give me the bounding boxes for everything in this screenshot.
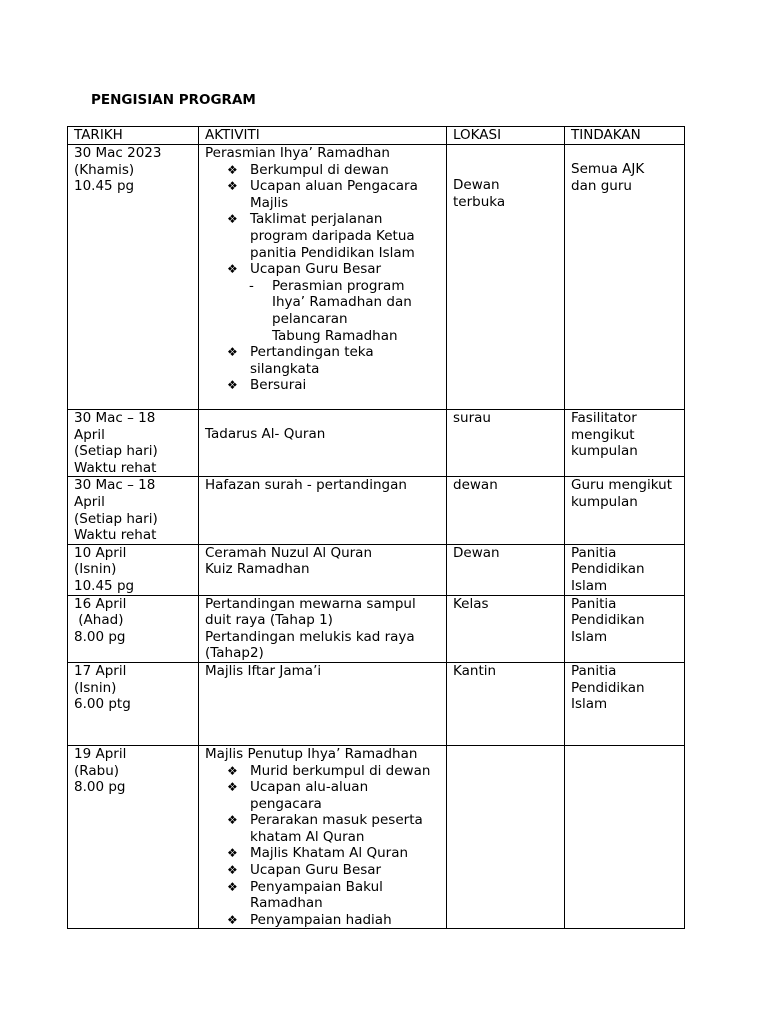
tindakan-line: Islam bbox=[571, 696, 608, 713]
tindakan-line: Panitia bbox=[571, 595, 617, 612]
list-item: ❖ Taklimat perjalanan program daripada Ketua panitia Pendidikan Islam bbox=[227, 211, 415, 261]
list-item: ❖ Murid berkumpul di dewan bbox=[227, 762, 431, 779]
diamond-bullet-icon: ❖ bbox=[227, 212, 238, 227]
cell-tindakan bbox=[565, 745, 685, 929]
header-tarikh: TARIKH bbox=[68, 127, 199, 145]
bullet-list bbox=[205, 344, 440, 394]
table-row bbox=[68, 145, 685, 410]
diamond-bullet-icon: ❖ bbox=[227, 179, 238, 194]
tarikh-line: (Rabu) bbox=[74, 762, 120, 779]
tindakan-line: kumpulan bbox=[571, 493, 638, 510]
aktiviti-line: Pertandingan melukis kad raya bbox=[205, 628, 415, 645]
cell-lokasi bbox=[447, 145, 565, 410]
aktiviti-title: Majlis Penutup Ihya’ Ramadhan bbox=[205, 745, 418, 762]
aktiviti-line: Hafazan surah - pertandingan bbox=[205, 477, 407, 494]
tindakan-line: Semua AJK bbox=[571, 161, 645, 177]
tarikh-line: (Ahad) bbox=[74, 612, 124, 629]
tarikh-line: (Isnin) bbox=[74, 679, 117, 696]
tindakan-line: Fasilitator bbox=[571, 410, 637, 426]
tindakan-line: Guru mengikut bbox=[571, 477, 672, 494]
cell-aktiviti bbox=[199, 544, 447, 595]
diamond-bullet-icon: ❖ bbox=[227, 846, 238, 861]
cell-aktiviti bbox=[199, 410, 447, 477]
tindakan-line: kumpulan bbox=[571, 443, 638, 460]
tarikh-line: Waktu rehat bbox=[74, 527, 157, 544]
cell-aktiviti bbox=[199, 662, 447, 745]
header-lokasi: LOKASI bbox=[447, 127, 565, 145]
list-item: ❖ Bersurai bbox=[227, 377, 307, 394]
tarikh-line: 16 April bbox=[74, 595, 127, 612]
dash-icon: - bbox=[249, 277, 254, 294]
list-item: ❖ Pertandingan teka silangkata bbox=[227, 344, 374, 377]
tindakan-line: Islam bbox=[571, 628, 608, 645]
list-item: ❖ Berkumpul di dewan bbox=[227, 161, 389, 178]
sub-list bbox=[205, 278, 440, 344]
diamond-bullet-icon: ❖ bbox=[227, 863, 238, 878]
lokasi-line: Dewan bbox=[453, 544, 500, 561]
diamond-bullet-icon: ❖ bbox=[227, 912, 238, 927]
cell-tarikh bbox=[68, 595, 199, 662]
cell-tindakan bbox=[565, 410, 685, 477]
tindakan-line: Pendidikan bbox=[571, 561, 645, 578]
diamond-bullet-icon: ❖ bbox=[227, 763, 238, 778]
table-row bbox=[68, 410, 685, 477]
list-item: ❖ Perarakan masuk peserta khatam Al Quran bbox=[227, 812, 423, 845]
diamond-bullet-icon: ❖ bbox=[227, 879, 238, 894]
lokasi-line: Kantin bbox=[453, 662, 497, 679]
cell-aktiviti bbox=[199, 745, 447, 929]
tarikh-line: 10 April bbox=[74, 544, 127, 561]
list-item: ❖ Ucapan Guru Besar bbox=[227, 261, 382, 278]
tarikh-line: 8.00 pg bbox=[74, 779, 126, 796]
list-item: ❖ Majlis Khatam Al Quran bbox=[227, 845, 409, 862]
lokasi-line: Dewan bbox=[453, 177, 500, 193]
lokasi-line: surau bbox=[453, 410, 491, 426]
diamond-bullet-icon: ❖ bbox=[227, 780, 238, 795]
tindakan-line: Pendidikan bbox=[571, 679, 645, 696]
cell-tarikh bbox=[68, 410, 199, 477]
cell-lokasi bbox=[447, 544, 565, 595]
tarikh-line: (Khamis) bbox=[74, 161, 135, 178]
tarikh-line: 30 Mac 2023 bbox=[74, 145, 162, 161]
tarikh-line: 17 April bbox=[74, 662, 127, 679]
cell-tarikh bbox=[68, 477, 199, 544]
cell-lokasi bbox=[447, 745, 565, 929]
cell-aktiviti bbox=[199, 145, 447, 410]
tarikh-line: (Isnin) bbox=[74, 561, 117, 578]
diamond-bullet-icon: ❖ bbox=[227, 378, 238, 393]
aktiviti-line: Kuiz Ramadhan bbox=[205, 561, 310, 578]
tarikh-line: 10.45 pg bbox=[74, 577, 135, 594]
tindakan-line: dan guru bbox=[571, 177, 632, 194]
cell-tarikh bbox=[68, 662, 199, 745]
page-title: PENGISIAN PROGRAM bbox=[91, 92, 256, 108]
cell-tindakan bbox=[565, 544, 685, 595]
list-item: ❖ Ucapan Guru Besar bbox=[227, 862, 382, 879]
cell-lokasi bbox=[447, 595, 565, 662]
tindakan-line: mengikut bbox=[571, 426, 635, 443]
tarikh-line: 6.00 ptg bbox=[74, 696, 131, 713]
tarikh-line: 8.00 pg bbox=[74, 628, 126, 645]
table-row bbox=[68, 745, 685, 929]
cell-tarikh bbox=[68, 544, 199, 595]
list-item: ❖ Ucapan aluan Pengacara Majlis bbox=[227, 178, 418, 211]
cell-tindakan bbox=[565, 662, 685, 745]
diamond-bullet-icon: ❖ bbox=[227, 813, 238, 828]
table-row bbox=[68, 477, 685, 544]
tindakan-line: Panitia bbox=[571, 544, 617, 561]
list-item: ❖ Penyampaian Bakul Ramadhan bbox=[227, 878, 383, 912]
bullet-list bbox=[205, 162, 440, 278]
tindakan-line: Pendidikan bbox=[571, 612, 645, 629]
cell-tindakan bbox=[565, 145, 685, 410]
table-row bbox=[68, 662, 685, 745]
aktiviti-line: duit raya (Tahap 1) bbox=[205, 612, 333, 629]
lokasi-line: dewan bbox=[453, 477, 498, 494]
aktiviti-line: Ceramah Nuzul Al Quran bbox=[205, 544, 373, 561]
tarikh-line: April bbox=[74, 493, 105, 510]
cell-tindakan bbox=[565, 477, 685, 544]
aktiviti-line: Majlis Iftar Jama’i bbox=[205, 662, 322, 679]
table-header-row bbox=[68, 127, 685, 145]
tarikh-line: 30 Mac – 18 bbox=[74, 410, 156, 426]
header-aktiviti: AKTIVITI bbox=[199, 127, 447, 145]
bullet-list bbox=[205, 763, 440, 929]
tarikh-line: (Setiap hari) bbox=[74, 443, 158, 460]
cell-tarikh bbox=[68, 745, 199, 929]
aktiviti-line: Tadarus Al- Quran bbox=[205, 426, 326, 442]
program-table bbox=[67, 126, 685, 929]
list-item: ❖ Penyampaian hadiah bbox=[227, 911, 392, 928]
diamond-bullet-icon: ❖ bbox=[227, 345, 238, 360]
tarikh-line: Waktu rehat bbox=[74, 459, 157, 476]
cell-lokasi bbox=[447, 662, 565, 745]
tarikh-line: April bbox=[74, 426, 105, 443]
lokasi-line: terbuka bbox=[453, 193, 506, 210]
lokasi-line: Kelas bbox=[453, 595, 489, 612]
tarikh-line: 19 April bbox=[74, 745, 127, 762]
aktiviti-line: Pertandingan mewarna sampul bbox=[205, 595, 416, 612]
tarikh-line: 30 Mac – 18 bbox=[74, 477, 156, 494]
cell-lokasi bbox=[447, 477, 565, 544]
cell-tindakan bbox=[565, 595, 685, 662]
cell-lokasi bbox=[447, 410, 565, 477]
tarikh-line: 10.45 pg bbox=[74, 178, 135, 195]
tindakan-line: Panitia bbox=[571, 662, 617, 679]
header-tindakan: TINDAKAN bbox=[565, 127, 685, 145]
cell-tarikh bbox=[68, 145, 199, 410]
cell-aktiviti bbox=[199, 595, 447, 662]
aktiviti-title: Perasmian Ihya’ Ramadhan bbox=[205, 145, 390, 161]
diamond-bullet-icon: ❖ bbox=[227, 262, 238, 277]
cell-aktiviti bbox=[199, 477, 447, 544]
list-item: ❖ Ucapan alu-aluan pengacara bbox=[227, 779, 369, 812]
diamond-bullet-icon: ❖ bbox=[227, 162, 238, 177]
table-row bbox=[68, 544, 685, 595]
aktiviti-line: (Tahap2) bbox=[205, 645, 264, 662]
table-row bbox=[68, 595, 685, 662]
tindakan-line: Islam bbox=[571, 577, 608, 594]
sub-list-item: - Perasmian program Ihya’ Ramadhan dan pelancaran Tabung Ramadhan bbox=[249, 277, 412, 344]
tarikh-line: (Setiap hari) bbox=[74, 510, 158, 527]
